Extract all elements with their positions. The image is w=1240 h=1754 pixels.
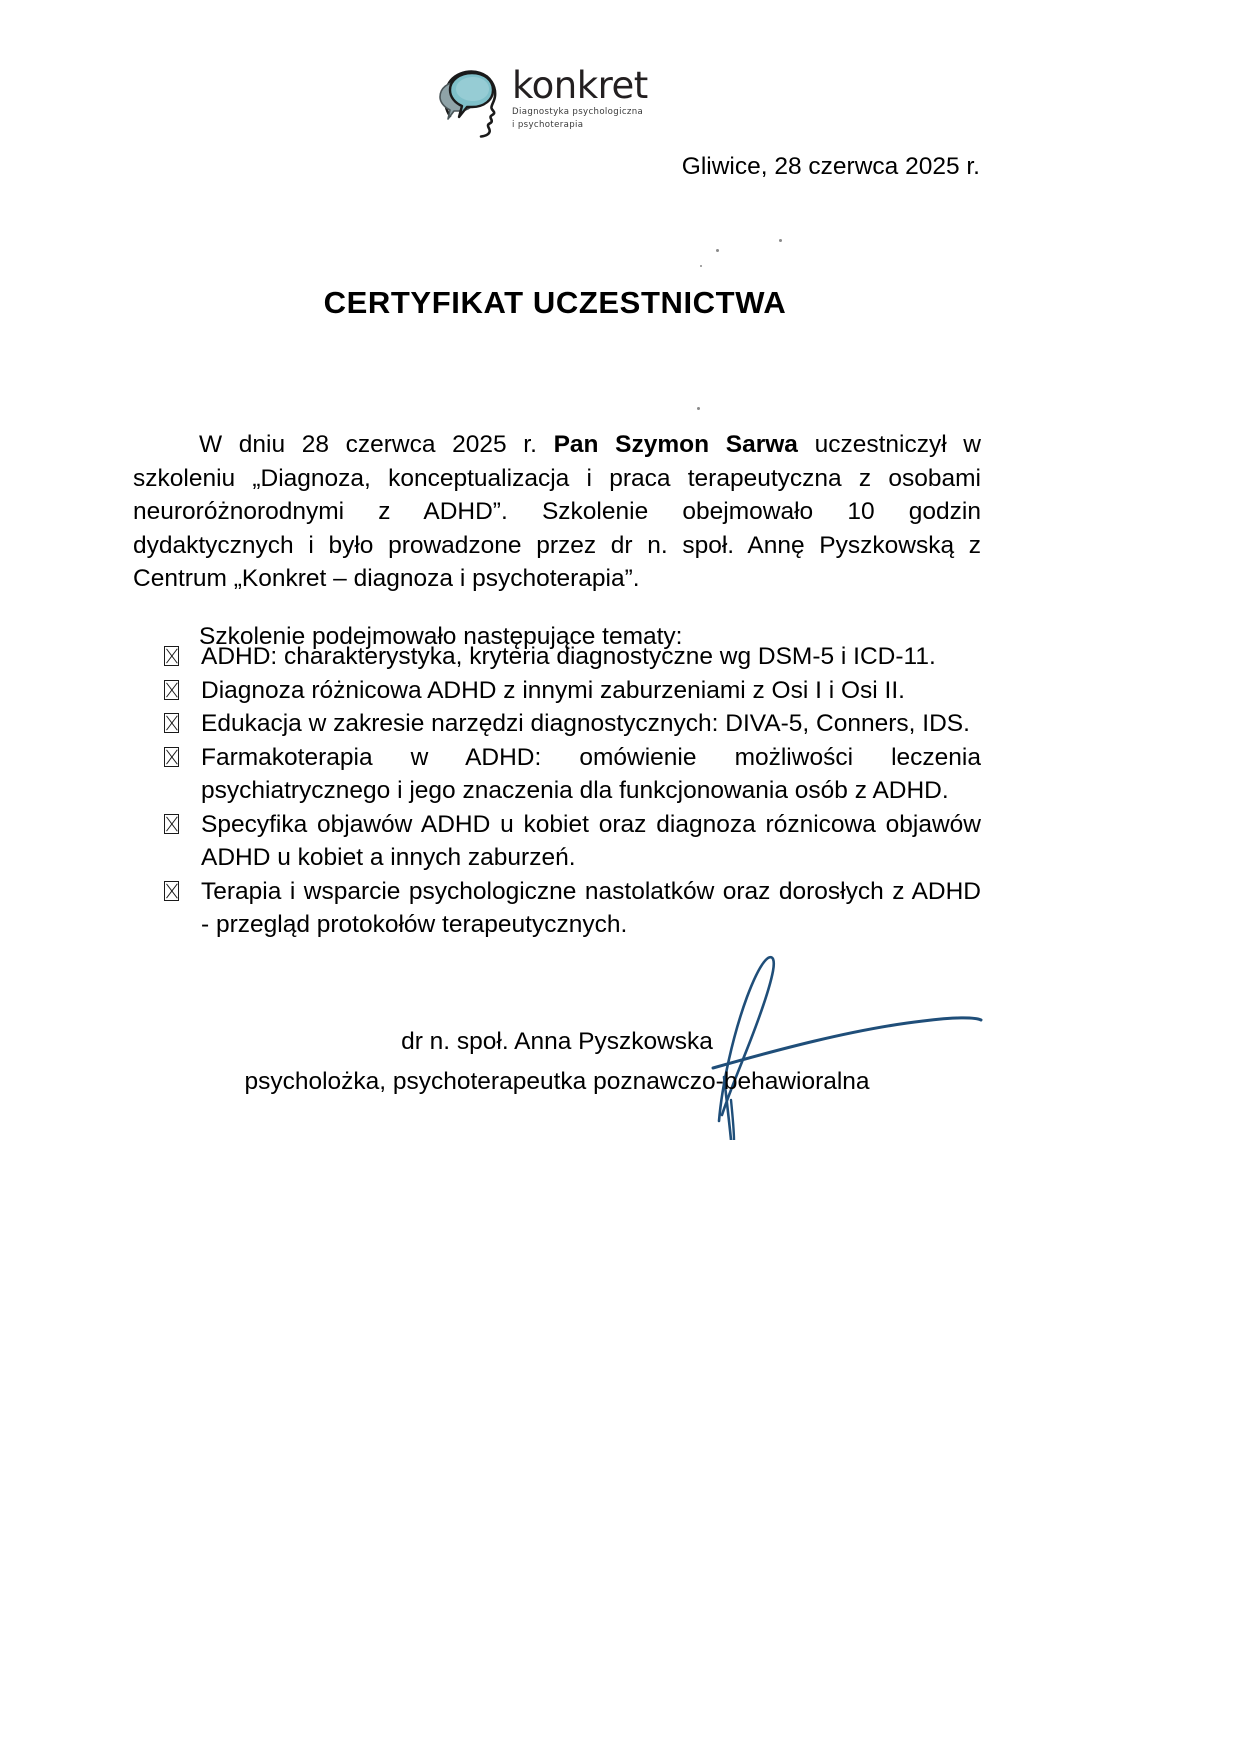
list-item bbox=[133, 808, 981, 875]
list-item-label: Terapia i wsparcie psychologiczne nastolatków oraz dorosłych z ADHD - przegląd protokołów terapeutycznych. bbox=[201, 877, 981, 938]
list-item-label: Farmakoterapia w ADHD: omówienie możliwości leczenia psychiatrycznego i jego znaczenia dla funkcjonowania osób z ADHD. bbox=[201, 743, 981, 804]
page-title: CERTYFIKAT UCZESTNICTWA bbox=[323, 285, 787, 320]
list-item bbox=[133, 640, 981, 674]
paragraph-prefix: W dniu 28 czerwca 2025 r. bbox=[199, 431, 554, 458]
bullet-box-icon bbox=[164, 881, 179, 901]
list-item-label: Diagnoza różnicowa ADHD z innymi zaburzeniami z Osi I i Osi II. bbox=[201, 676, 905, 704]
bullet-box-icon bbox=[164, 747, 179, 767]
logo-tagline-line1: Diagnostyka psychologiczna bbox=[512, 107, 644, 117]
logo-tagline-line2: i psychoterapia bbox=[512, 119, 584, 130]
konkret-logo bbox=[434, 62, 684, 146]
list-item bbox=[133, 741, 981, 808]
paragraph-suffix: uczestniczył w szkoleniu „Diagnoza, konceptualizacja i praca terapeutyczna z osobami neuroróżnorodnymi z ADHD”. Szkolenie obejmowało 10 godzin dydaktycznych i było prowadzone przez dr n. społ. Annę Pyszkowską z Centrum „Konkret – diagnoza i psychoterapia”. bbox=[133, 431, 981, 592]
main-paragraph bbox=[133, 428, 981, 596]
date-line: Gliwice, 28 czerwca 2025 r. bbox=[681, 153, 980, 180]
scan-speck bbox=[779, 239, 782, 242]
list-item-label: ADHD: charakterystyka, kryteria diagnostyczne wg DSM-5 i ICD-11. bbox=[201, 643, 936, 670]
list-item-label: Specyfika objawów ADHD u kobiet oraz diagnoza róznicowa objawów ADHD u kobiet a innych zaburzeń. bbox=[201, 810, 981, 871]
list-item bbox=[133, 674, 981, 708]
signature-area bbox=[133, 925, 981, 1185]
topics-list bbox=[133, 640, 981, 942]
body-text bbox=[133, 428, 981, 653]
scan-speck bbox=[697, 407, 700, 410]
brain-speech-bubble-head-logo-icon bbox=[434, 64, 510, 140]
bullet-box-icon bbox=[164, 814, 179, 834]
scan-speck bbox=[716, 249, 719, 252]
list-item bbox=[133, 707, 981, 741]
signatory-name: dr n. społ. Anna Pyszkowska bbox=[401, 1028, 713, 1055]
topics-intro: Szkolenie podejmowało następujące tematy: bbox=[199, 622, 683, 650]
participant-name: Pan Szymon Sarwa bbox=[553, 431, 798, 458]
list-item-label: Edukacja w zakresie narzędzi diagnostycznych: DIVA-5, Conners, IDS. bbox=[201, 710, 970, 737]
signatory-role: psycholożka, psychoterapeutka poznawczo-behawioralna bbox=[244, 1068, 870, 1095]
logo-wordmark: konkret bbox=[512, 64, 648, 107]
bullet-box-icon bbox=[164, 713, 179, 733]
bullet-box-icon bbox=[164, 646, 179, 666]
bullet-box-icon bbox=[164, 680, 179, 700]
scan-speck bbox=[700, 265, 702, 267]
logo-text bbox=[512, 66, 687, 131]
